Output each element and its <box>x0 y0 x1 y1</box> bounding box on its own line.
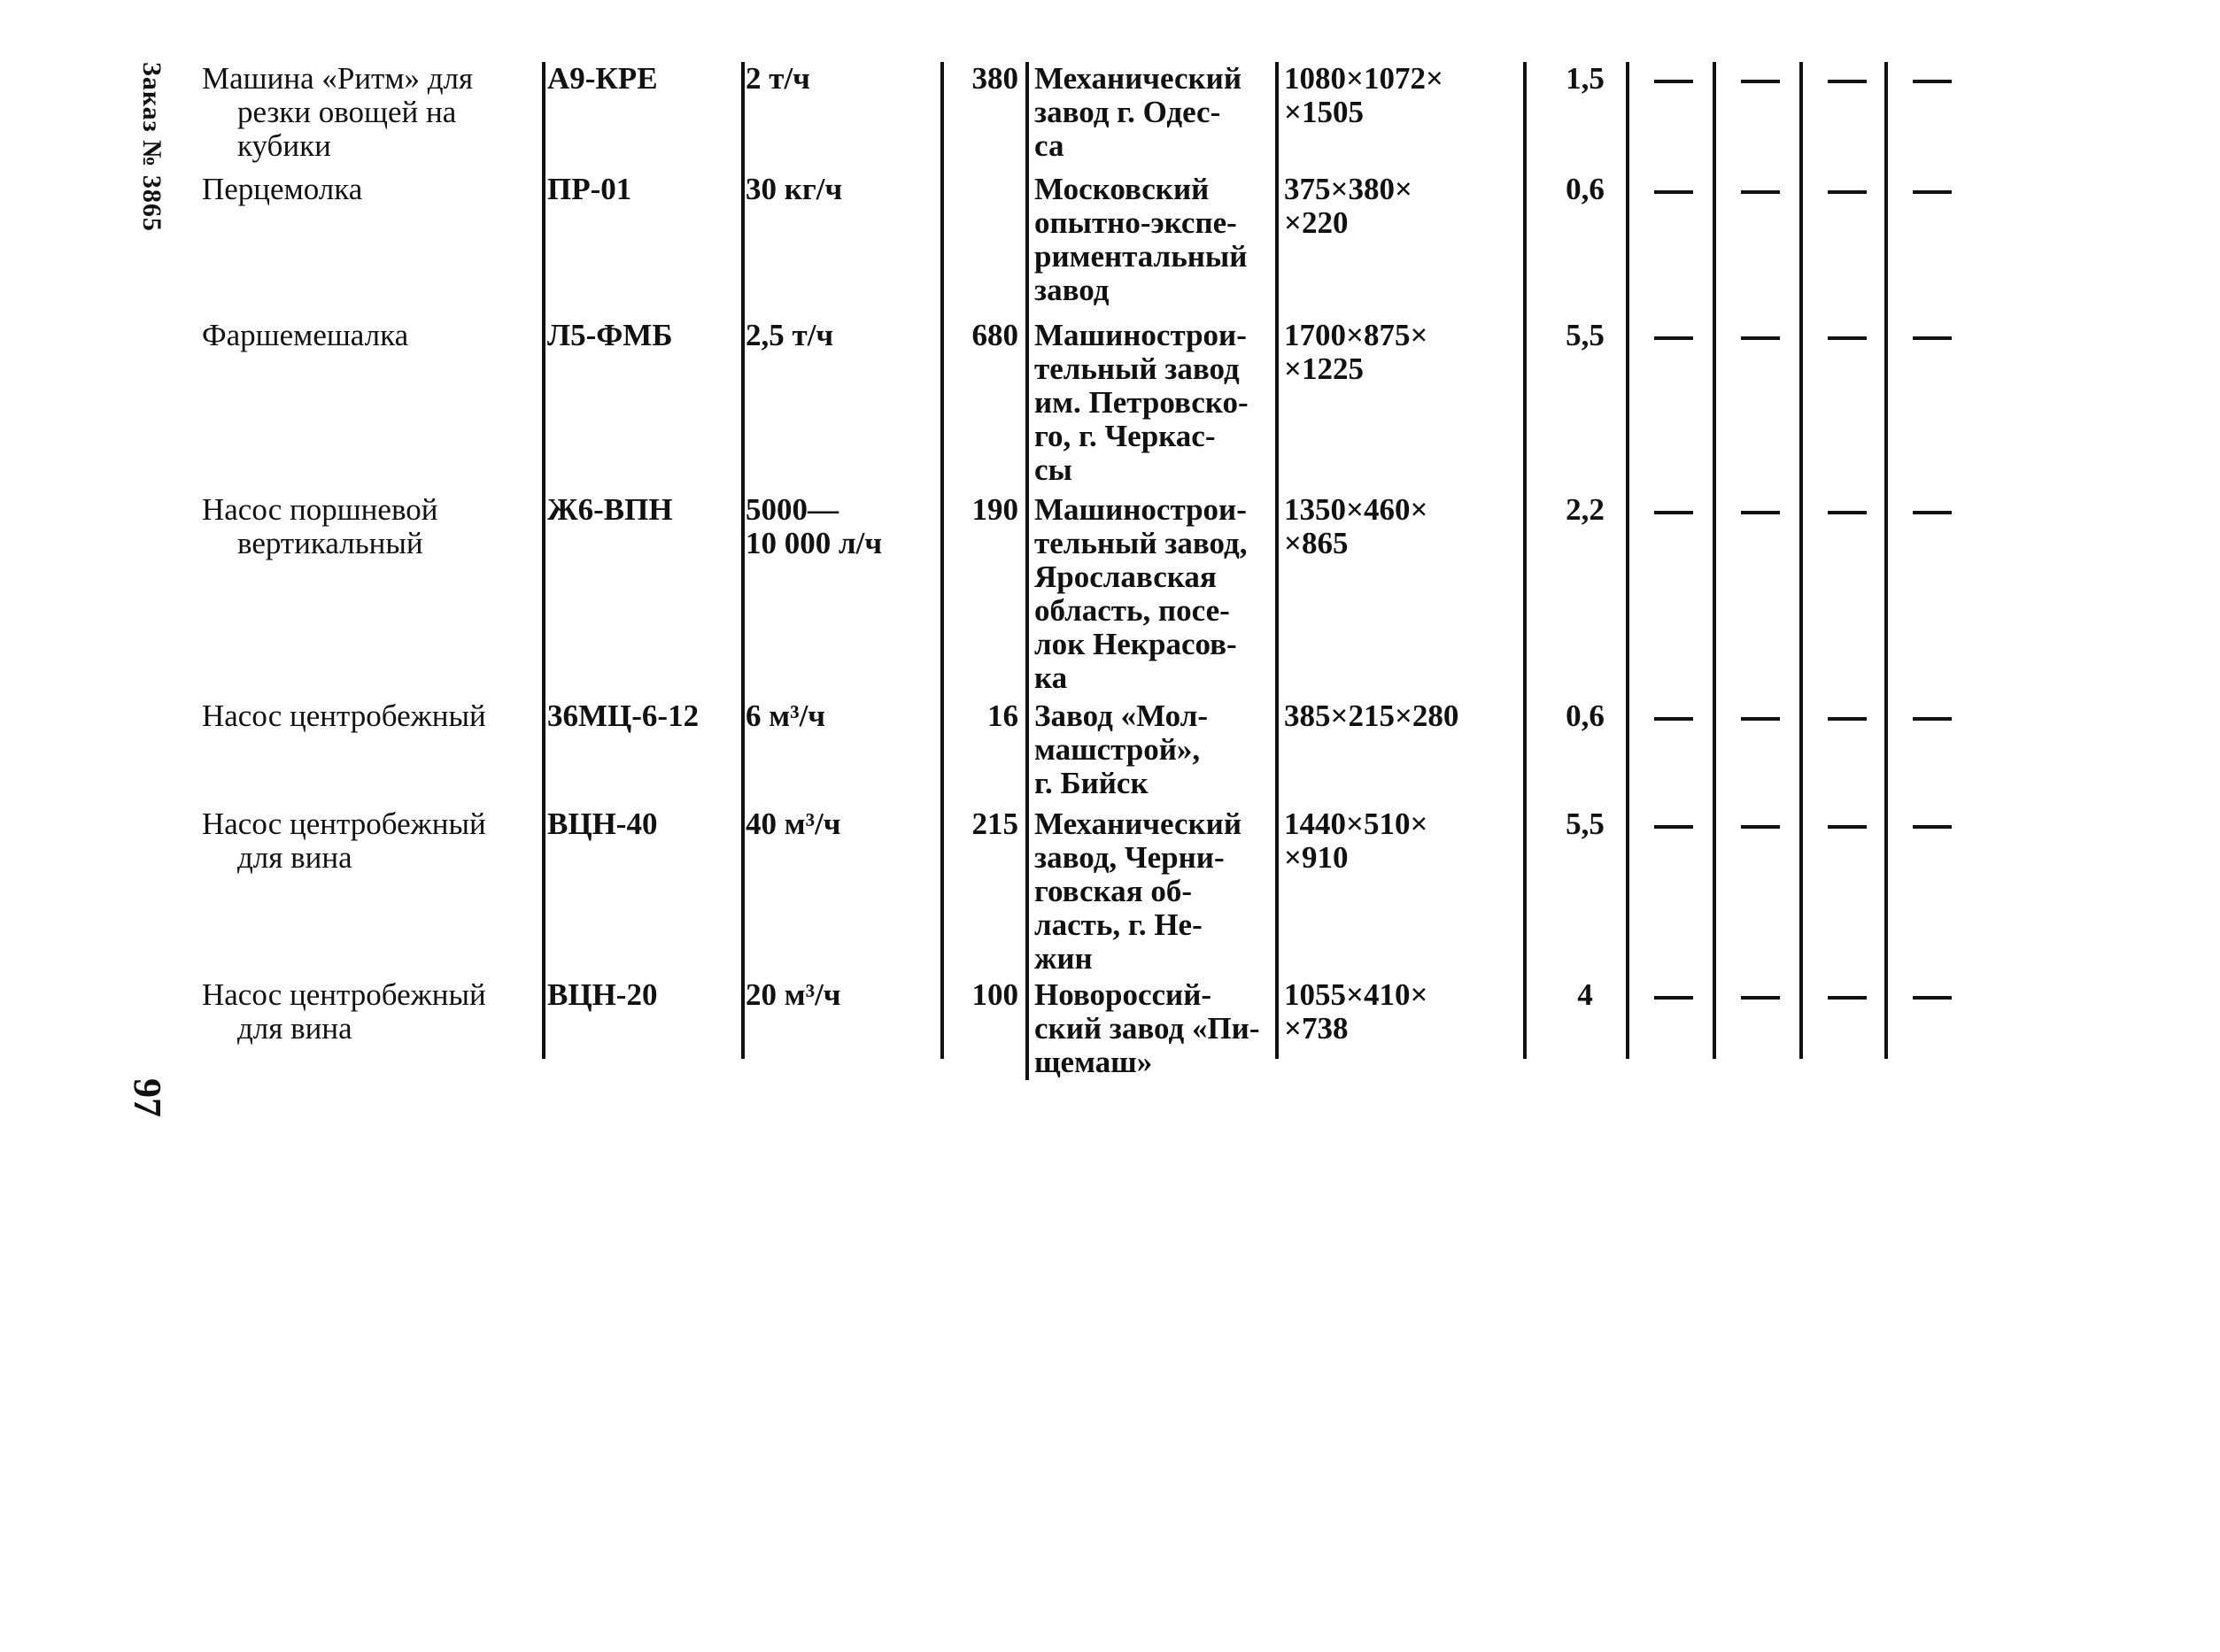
empty-cell-dash <box>1828 717 1867 721</box>
name-line: Перцемолка <box>202 172 363 206</box>
column-rule <box>1275 62 1279 1059</box>
maker-line: Механический <box>1034 807 1242 841</box>
equipment-maker <box>1034 807 1275 976</box>
dimensions-line: 385×215×280 <box>1284 699 1459 733</box>
column-rule <box>1025 62 1029 1080</box>
maker-line: ка <box>1034 660 1068 695</box>
name-line: для вина <box>237 1011 352 1046</box>
empty-cell-dash <box>1828 80 1867 83</box>
dimensions-line: 375×380× <box>1284 172 1412 206</box>
equipment-model: ВЦН-20 <box>547 977 658 1012</box>
dimensions-line: ×865 <box>1284 526 1349 560</box>
equipment-model: Ж6-ВПН <box>547 492 673 527</box>
empty-cell-dash <box>1913 80 1952 83</box>
equipment-capacity: 40 м³/ч <box>746 807 841 841</box>
equipment-name <box>202 699 538 733</box>
name-line: Насос центробежный <box>202 699 486 733</box>
equipment-model: Л5-ФМБ <box>547 318 673 352</box>
equipment-name <box>202 978 538 1046</box>
empty-cell-dash <box>1654 825 1693 829</box>
empty-cell-dash <box>1654 336 1693 340</box>
maker-line: говская об- <box>1034 874 1192 908</box>
maker-line: опытно-экспе- <box>1034 205 1237 240</box>
empty-cell-dash <box>1654 996 1693 1000</box>
maker-line: тельный завод, <box>1034 526 1248 560</box>
equipment-maker <box>1034 173 1275 307</box>
dimensions-line: ×910 <box>1284 840 1349 875</box>
empty-cell-dash <box>1654 80 1693 83</box>
equipment-mass: 4 <box>1577 977 1593 1012</box>
empty-cell-dash <box>1913 190 1952 194</box>
maker-line: Новороссий- <box>1034 977 1212 1012</box>
empty-cell-dash <box>1654 190 1693 194</box>
equipment-dimensions <box>1284 173 1412 240</box>
dimensions-line: 1350×460× <box>1284 492 1428 527</box>
equipment-model: ВЦН-40 <box>547 807 658 841</box>
equipment-mass: 5,5 <box>1566 318 1605 352</box>
name-line: Фаршемешалка <box>202 318 409 352</box>
maker-line: Завод «Мол- <box>1034 699 1208 733</box>
maker-line: Ярославская <box>1034 560 1217 594</box>
equipment-power: 16 <box>987 699 1018 733</box>
equipment-power: 190 <box>971 492 1018 527</box>
equipment-mass: 0,6 <box>1566 172 1605 206</box>
equipment-dimensions <box>1284 62 1443 129</box>
empty-cell-dash <box>1741 336 1780 340</box>
maker-line: завод, Черни- <box>1034 840 1225 875</box>
name-line: резки овощей на <box>237 95 457 129</box>
dimensions-line: 1440×510× <box>1284 807 1428 841</box>
dimensions-line: ×1225 <box>1284 351 1364 386</box>
dimensions-line: 1700×875× <box>1284 318 1428 352</box>
empty-cell-dash <box>1913 825 1952 829</box>
equipment-maker <box>1034 319 1275 487</box>
equipment-maker <box>1034 493 1275 695</box>
dimensions-line: ×220 <box>1284 205 1349 240</box>
empty-cell-dash <box>1913 511 1952 514</box>
maker-line: ласть, г. Не- <box>1034 907 1203 942</box>
column-rule <box>1523 62 1527 1059</box>
name-line: Насос поршневой <box>202 492 438 527</box>
name-line: Насос центробежный <box>202 807 486 841</box>
equipment-name <box>202 319 538 352</box>
equipment-dimensions <box>1284 978 1427 1046</box>
maker-line: го, г. Черкас- <box>1034 419 1216 453</box>
maker-line: ский завод «Пи- <box>1034 1011 1260 1046</box>
equipment-dimensions <box>1284 319 1427 386</box>
equipment-mass: 2,2 <box>1566 492 1605 527</box>
column-rule <box>1626 62 1629 1059</box>
empty-cell-dash <box>1654 717 1693 721</box>
name-line: Насос центробежный <box>202 977 486 1012</box>
dimensions-line: ×738 <box>1284 1011 1349 1046</box>
equipment-dimensions <box>1284 493 1427 560</box>
name-line: Машина «Ритм» для <box>202 61 474 96</box>
equipment-capacity: 2,5 т/ч <box>746 318 834 352</box>
maker-line: завод <box>1034 273 1110 307</box>
name-line: кубики <box>237 128 331 163</box>
empty-cell-dash <box>1828 190 1867 194</box>
maker-line: Машинострои- <box>1034 318 1247 352</box>
empty-cell-dash <box>1913 717 1952 721</box>
empty-cell-dash <box>1828 336 1867 340</box>
empty-cell-dash <box>1828 825 1867 829</box>
maker-line: щемаш» <box>1034 1045 1153 1079</box>
name-line: вертикальный <box>237 526 423 560</box>
equipment-model: ПР-01 <box>547 172 632 206</box>
equipment-model: 36МЦ-6-12 <box>547 699 700 733</box>
equipment-maker <box>1034 978 1275 1079</box>
maker-line: тельный завод <box>1034 351 1240 386</box>
maker-line: завод г. Одес- <box>1034 95 1221 129</box>
maker-line: риментальный <box>1034 239 1248 274</box>
equipment-capacity <box>746 493 882 560</box>
equipment-name <box>202 493 538 560</box>
maker-line: область, посе- <box>1034 593 1230 628</box>
column-rule <box>1713 62 1716 1059</box>
empty-cell-dash <box>1741 996 1780 1000</box>
empty-cell-dash <box>1741 825 1780 829</box>
equipment-name <box>202 62 538 163</box>
equipment-name <box>202 173 538 206</box>
capacity-line: 10 000 л/ч <box>746 526 883 560</box>
empty-cell-dash <box>1913 996 1952 1000</box>
maker-line: сы <box>1034 452 1072 487</box>
name-line: для вина <box>237 840 352 875</box>
maker-line: Механический <box>1034 61 1242 96</box>
equipment-capacity: 2 т/ч <box>746 61 810 96</box>
equipment-power: 100 <box>971 977 1018 1012</box>
equipment-capacity: 20 м³/ч <box>746 977 841 1012</box>
equipment-maker <box>1034 699 1275 800</box>
dimensions-line: ×1505 <box>1284 95 1364 129</box>
dimensions-line: 1055×410× <box>1284 977 1428 1012</box>
column-rule <box>940 62 944 1059</box>
equipment-mass: 5,5 <box>1566 807 1605 841</box>
equipment-maker <box>1034 62 1275 163</box>
maker-line: г. Бийск <box>1034 766 1149 800</box>
column-rule <box>1884 62 1888 1059</box>
equipment-mass: 0,6 <box>1566 699 1605 733</box>
empty-cell-dash <box>1828 996 1867 1000</box>
maker-line: са <box>1034 128 1064 163</box>
side-note: Заказ № 3865 <box>137 62 166 232</box>
equipment-name <box>202 807 538 875</box>
equipment-power: 215 <box>971 807 1018 841</box>
dimensions-line: 1080×1072× <box>1284 61 1443 96</box>
empty-cell-dash <box>1741 190 1780 194</box>
equipment-capacity: 30 кг/ч <box>746 172 843 206</box>
maker-line: жин <box>1034 941 1093 976</box>
empty-cell-dash <box>1654 511 1693 514</box>
empty-cell-dash <box>1741 80 1780 83</box>
equipment-model: А9-КРЕ <box>547 61 658 96</box>
column-rule <box>1799 62 1803 1059</box>
equipment-power: 680 <box>971 318 1018 352</box>
empty-cell-dash <box>1741 717 1780 721</box>
maker-line: им. Петровско- <box>1034 385 1249 420</box>
capacity-line: 5000— <box>746 492 839 527</box>
empty-cell-dash <box>1741 511 1780 514</box>
maker-line: Московский <box>1034 172 1210 206</box>
column-rule <box>542 62 545 1059</box>
maker-line: лок Некрасов- <box>1034 627 1237 661</box>
equipment-capacity: 6 м³/ч <box>746 699 826 733</box>
maker-line: Машинострои- <box>1034 492 1247 527</box>
equipment-power: 380 <box>971 61 1018 96</box>
column-rule <box>741 62 745 1059</box>
equipment-dimensions <box>1284 807 1427 875</box>
empty-cell-dash <box>1828 511 1867 514</box>
maker-line: машстрой», <box>1034 732 1201 767</box>
equipment-dimensions <box>1284 699 1458 733</box>
empty-cell-dash <box>1913 336 1952 340</box>
equipment-mass: 1,5 <box>1566 61 1605 96</box>
page-number: 97 <box>126 1078 169 1117</box>
